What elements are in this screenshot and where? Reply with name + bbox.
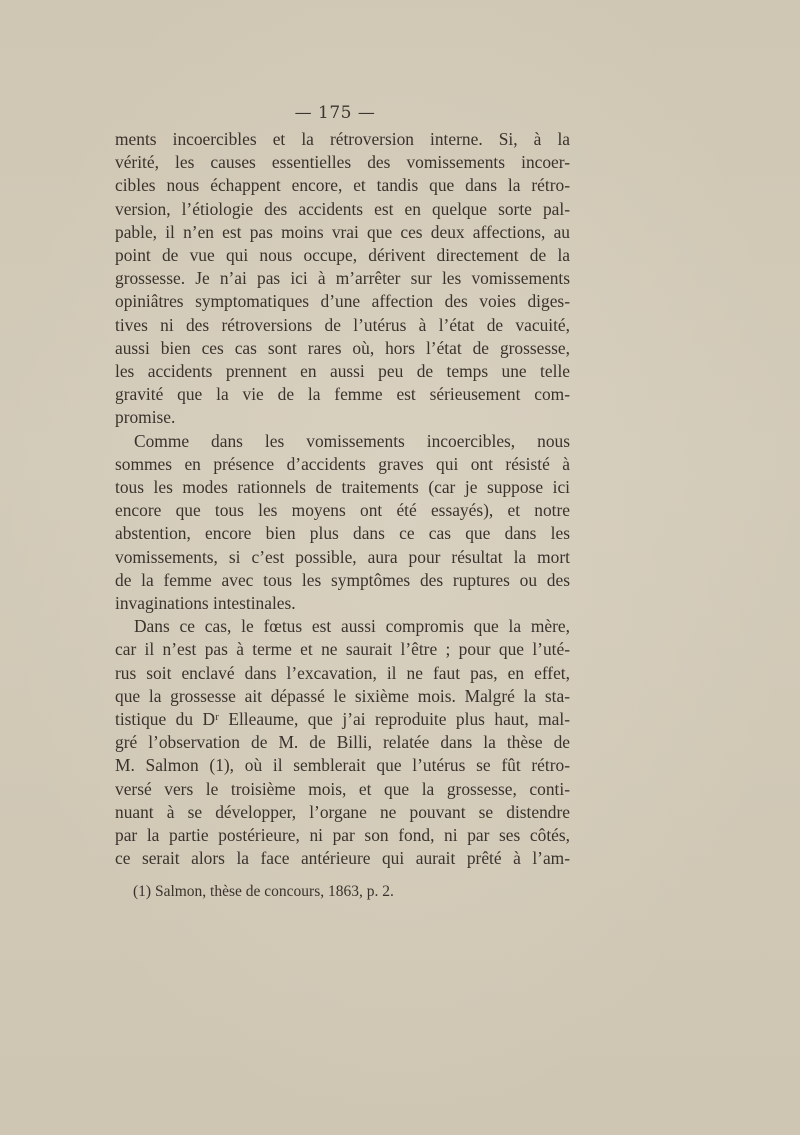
text-line: sommes en présence d’accidents graves qui ont résisté à (115, 453, 570, 474)
text-line: car il n’est pas à terme et ne saurait l’être ; pour que l’uté- (115, 639, 570, 660)
page-number: — 175 — (294, 103, 376, 123)
paragraph-1 (115, 128, 570, 430)
paragraph-3 (115, 615, 570, 870)
text-line: versé vers le troisième mois, et que la grossesse, conti- (115, 778, 570, 799)
text-line: ce serait alors la face antérieure qui aurait prêté à l’am- (115, 848, 570, 869)
text-line: vomissements, si c’est possible, aura pour résultat la mort (115, 546, 570, 567)
text-line: encore que tous les moyens ont été essayés), et notre (115, 500, 570, 521)
paragraph-2 (115, 430, 570, 616)
text-line: pable, il n’en est pas moins vrai que ces deux affections, au (115, 221, 570, 242)
text-line: Dans ce cas, le fœtus est aussi compromis que la mère, (134, 616, 570, 637)
text-line: tous les modes rationnels de traitements (car je suppose ici (115, 477, 570, 498)
text-line: les accidents prennent en aussi peu de temps une telle (115, 361, 570, 382)
text-line: abstention, encore bien plus dans ce cas que dans les (115, 523, 570, 544)
text-line: opiniâtres symptomatiques d’une affection des voies diges- (115, 291, 570, 312)
text-line: point de vue qui nous occupe, dérivent directement de la (115, 245, 570, 266)
text-line: rus soit enclavé dans l’excavation, il ne faut pas, en effet, (115, 662, 570, 683)
text-line: que la grossesse ait dépassé le sixième mois. Malgré la sta- (115, 685, 570, 706)
text-line: de la femme avec tous les symptômes des ruptures ou des (115, 569, 570, 590)
text-line: cibles nous échappent encore, et tandis que dans la rétro- (115, 175, 570, 196)
text-line: invaginations intestinales. (115, 593, 296, 614)
text-line: Comme dans les vomissements incoercibles, nous (134, 430, 570, 451)
text-line: grossesse. Je n’ai pas ici à m’arrêter sur les vomissements (115, 268, 570, 289)
text-line: nuant à se développer, l’organe ne pouvant se distendre (115, 801, 570, 822)
text-line: version, l’étiologie des accidents est en quelque sorte pal- (115, 198, 570, 219)
text-line: M. Salmon (1), où il semblerait que l’utérus se fût rétro- (115, 755, 570, 776)
text-line: ments incoercibles et la rétroversion interne. Si, à la (115, 129, 570, 149)
footnote: (1) Salmon, thèse de concours, 1863, p. 2. (133, 883, 394, 900)
text-line: promise. (115, 407, 176, 428)
text-line: aussi bien ces cas sont rares où, hors l’état de grossesse, (115, 337, 570, 358)
text-line: gravité que la vie de la femme est sérieusement com- (115, 384, 570, 405)
text-line: par la partie postérieure, ni par son fond, ni par ses côtés, (115, 825, 570, 846)
text-line: tistique du Dʳ Elleaume, que j’ai reproduite plus haut, mal- (115, 709, 570, 730)
body-text (115, 128, 570, 871)
text-line: gré l’observation de M. de Billi, relatée dans la thèse de (115, 732, 570, 753)
text-line: vérité, les causes essentielles des vomissements incoer- (115, 152, 570, 173)
text-line: tives ni des rétroversions de l’utérus à l’état de vacuité, (115, 314, 570, 335)
